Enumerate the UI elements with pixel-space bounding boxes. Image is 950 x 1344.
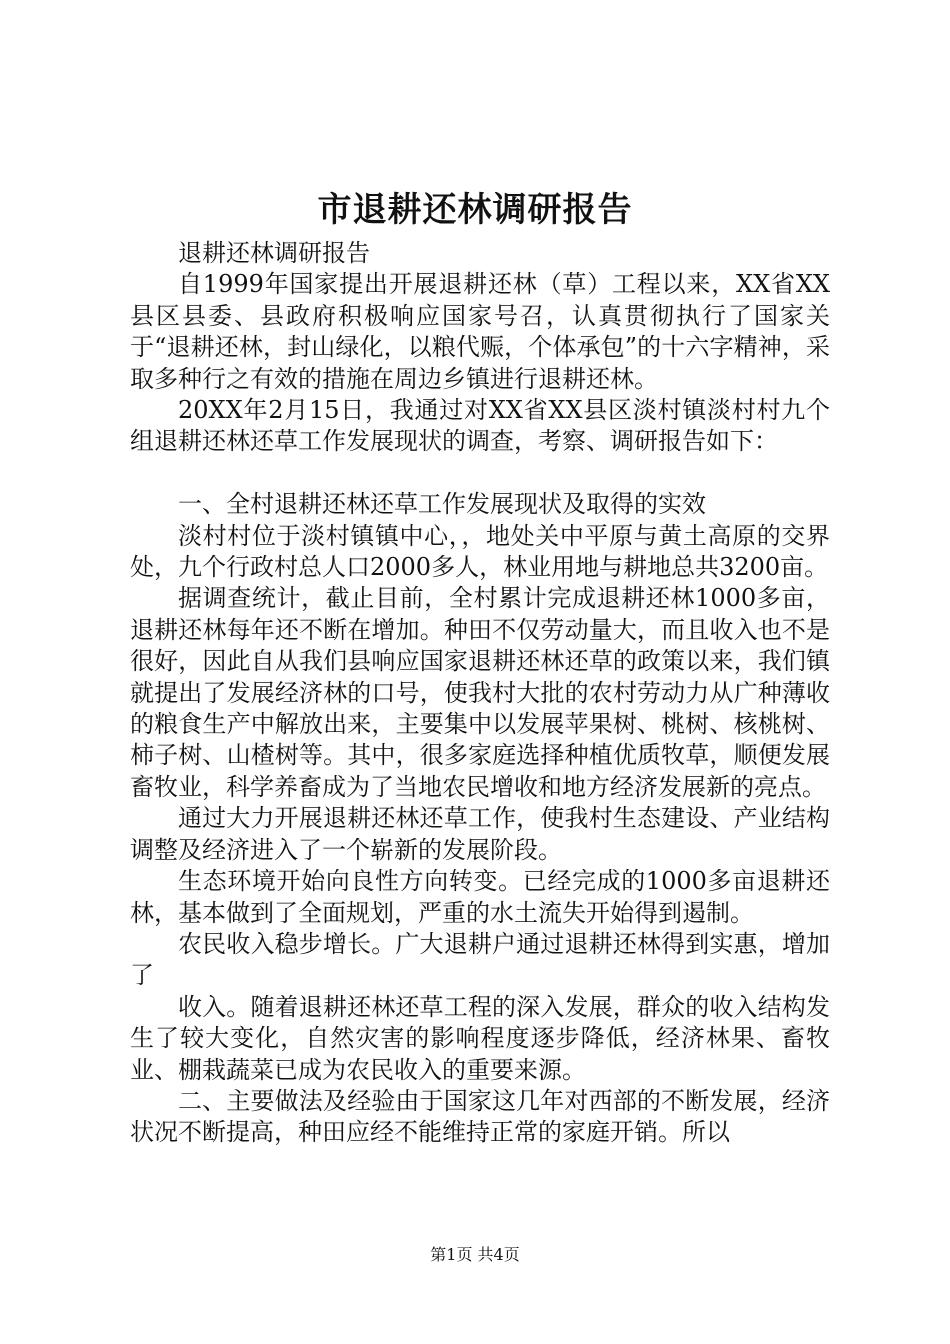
paragraph-ecology: 生态环境开始向良性方向转变。已经完成的1000多亩退耕还林，基本做到了全面规划，严重的水土流失开始得到遏制。 — [130, 867, 830, 927]
paragraph-intro: 自1999年国家提出开展退耕还林（草）工程以来，XX省XX县区县委、县政府积极响应国家号召，认真贯彻执行了国家关于“退耕还林，封山绿化，以粮代赈，个体承包”的十六字精神，采取多种行之有效的措施在周边乡镇进行退耕还林。 — [130, 270, 830, 393]
paragraph-statistics: 据调查统计，截止目前，全村累计完成退耕还林1000多亩，退耕还林每年还不断在增加。种田不仅劳动量大，而且收入也不是很好，因此自从我们县响应国家退耕还林还草的政策以来，我们镇就提出了发展经济林的口号，使我村大批的农村劳动力从广种薄收的粮食生产中解放出来，主要集中以发展苹果树、桃树、核桃树、柿子树、山楂树等。其中，很多家庭选择种植优质牧草，顺便发展畜牧业，科学养畜成为了当地农民增收和地方经济发展新的亮点。 — [130, 584, 830, 801]
paragraph-development: 通过大力开展退耕还林还草工作，使我村生态建设、产业结构调整及经济进入了一个崭新的发展阶段。 — [130, 804, 830, 864]
section-heading-1: 一、全村退耕还林还草工作发展现状及取得的实效 — [178, 490, 706, 519]
paragraph-location: 淡村村位于淡村镇镇中心，，地处关中平原与黄土高原的交界处，九个行政村总人口2000多人，林业用地与耕地总共3200亩。 — [130, 521, 830, 582]
paragraph-income-continued: 收入。随着退耕还林还草工程的深入发展，群众的收入结构发生了较大变化，自然灾害的影响程度逐步降低，经济林果、畜牧业、棚栽蔬菜已成为农民收入的重要来源。 — [130, 992, 830, 1084]
section-heading-2: 二、主要做法及经验由于国家这几年对西部的不断发展，经济状况不断提高，种田应经不能维持正常的家庭开销。所以 — [130, 1086, 830, 1147]
document-body — [130, 238, 830, 1149]
paragraph-income: 农民收入稳步增长。广大退耕户通过退耕还林得到实惠，增加了 — [130, 929, 830, 990]
paragraph-subtitle: 退耕还林调研报告 — [178, 239, 370, 267]
document-title: 市退耕还林调研报告 — [317, 190, 633, 230]
page-number: 第1页 共4页 — [430, 1245, 520, 1264]
paragraph-survey: 20XX年2月15日，我通过对XX省XX县区淡村镇淡村村九个组退耕还林还草工作发展现状的调查，考察、调研报告如下： — [130, 396, 830, 456]
blank-line — [130, 458, 830, 489]
